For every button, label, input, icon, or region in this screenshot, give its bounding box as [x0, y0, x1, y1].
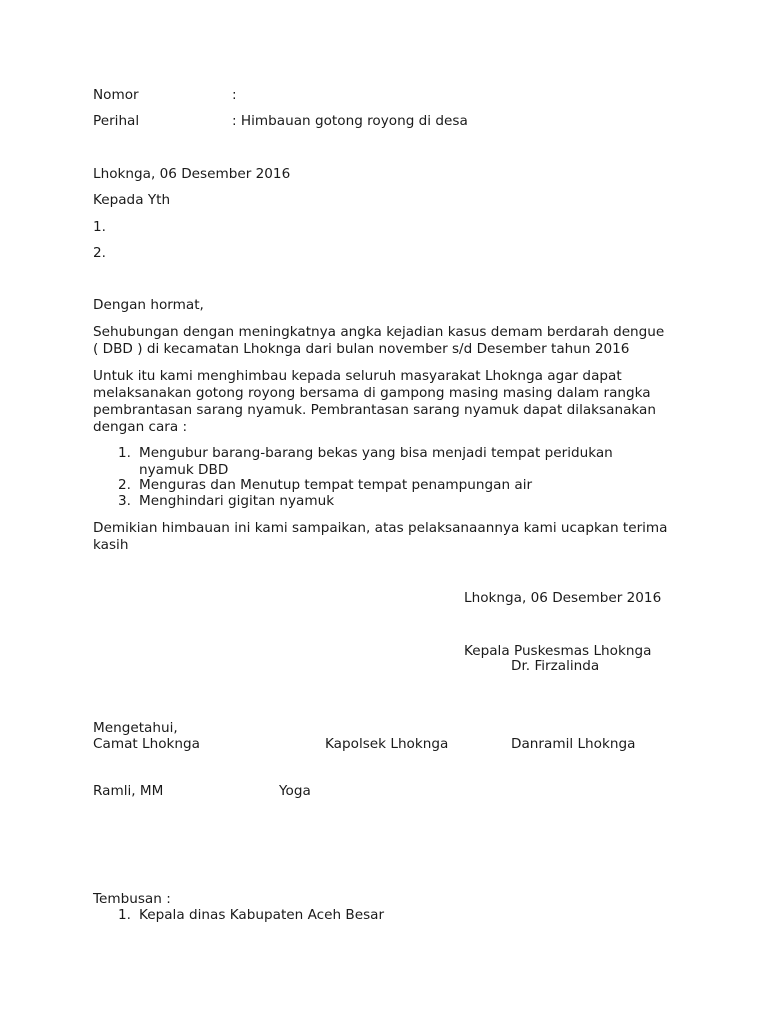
paragraph-line: melaksanakan gotong royong bersama di gampong masing masing dalam rangka: [93, 385, 651, 401]
step-number: 2.: [118, 477, 131, 493]
tembusan-text: Kepala dinas Kabupaten Aceh Besar: [139, 907, 385, 923]
signature-name: Dr. Firzalinda: [511, 658, 600, 674]
request-paragraph: [93, 368, 703, 436]
recipient-heading: Kepada Yth: [93, 192, 171, 208]
perihal-value: : Himbauan gotong royong di desa: [232, 113, 468, 129]
danramil-title: Danramil Lhoknga: [511, 736, 636, 752]
step-line: Menghindari gigitan nyamuk: [139, 493, 335, 509]
nomor-label: Nomor: [93, 87, 139, 103]
step-line: Menguras dan Menutup tempat tempat penampungan air: [139, 477, 533, 493]
paragraph-line: pembrantasan sarang nyamuk. Pembrantasan sarang nyamuk dapat dilaksanakan: [93, 402, 656, 418]
signature-title: Kepala Puskesmas Lhoknga: [464, 643, 652, 659]
camat-name: Ramli, MM: [93, 783, 164, 799]
paragraph-line: Sehubungan dengan meningkatnya angka kejadian kasus demam berdarah dengue: [93, 324, 665, 340]
kapolsek-name: Yoga: [279, 783, 311, 799]
paragraph-line: Demikian himbauan ini kami sampaikan, atas pelaksanaannya kami ucapkan terima: [93, 520, 668, 536]
acknowledgement-label: Mengetahui,: [93, 720, 178, 736]
kapolsek-title: Kapolsek Lhoknga: [325, 736, 449, 752]
recipient-item: 2.: [93, 245, 106, 261]
step-text: [139, 477, 532, 494]
step-line: nyamuk DBD: [139, 462, 229, 478]
nomor-colon: :: [232, 87, 237, 103]
step-number: 1.: [118, 445, 131, 461]
step-line: Mengubur barang-barang bekas yang bisa menjadi tempat peridukan: [139, 445, 613, 461]
tembusan-label: Tembusan :: [93, 891, 171, 907]
tembusan-number: 1.: [118, 907, 131, 923]
paragraph-line: ( DBD ) di kecamatan Lhoknga dari bulan november s/d Desember tahun 2016: [93, 341, 630, 357]
paragraph-line: kasih: [93, 537, 129, 553]
closing-paragraph: [93, 520, 703, 554]
signature-date: Lhoknga, 06 Desember 2016: [464, 590, 662, 606]
recipient-item: 1.: [93, 219, 106, 235]
intro-paragraph: [93, 324, 703, 358]
paragraph-line: dengan cara :: [93, 419, 188, 435]
letter-date: Lhoknga, 06 Desember 2016: [93, 166, 291, 182]
perihal-label: Perihal: [93, 113, 140, 129]
step-text: [139, 445, 613, 479]
paragraph-line: Untuk itu kami menghimbau kepada seluruh masyarakat Lhoknga agar dapat: [93, 368, 622, 384]
step-text: [139, 493, 334, 510]
salutation: Dengan hormat,: [93, 297, 204, 313]
camat-title: Camat Lhoknga: [93, 736, 200, 752]
step-number: 3.: [118, 493, 131, 509]
